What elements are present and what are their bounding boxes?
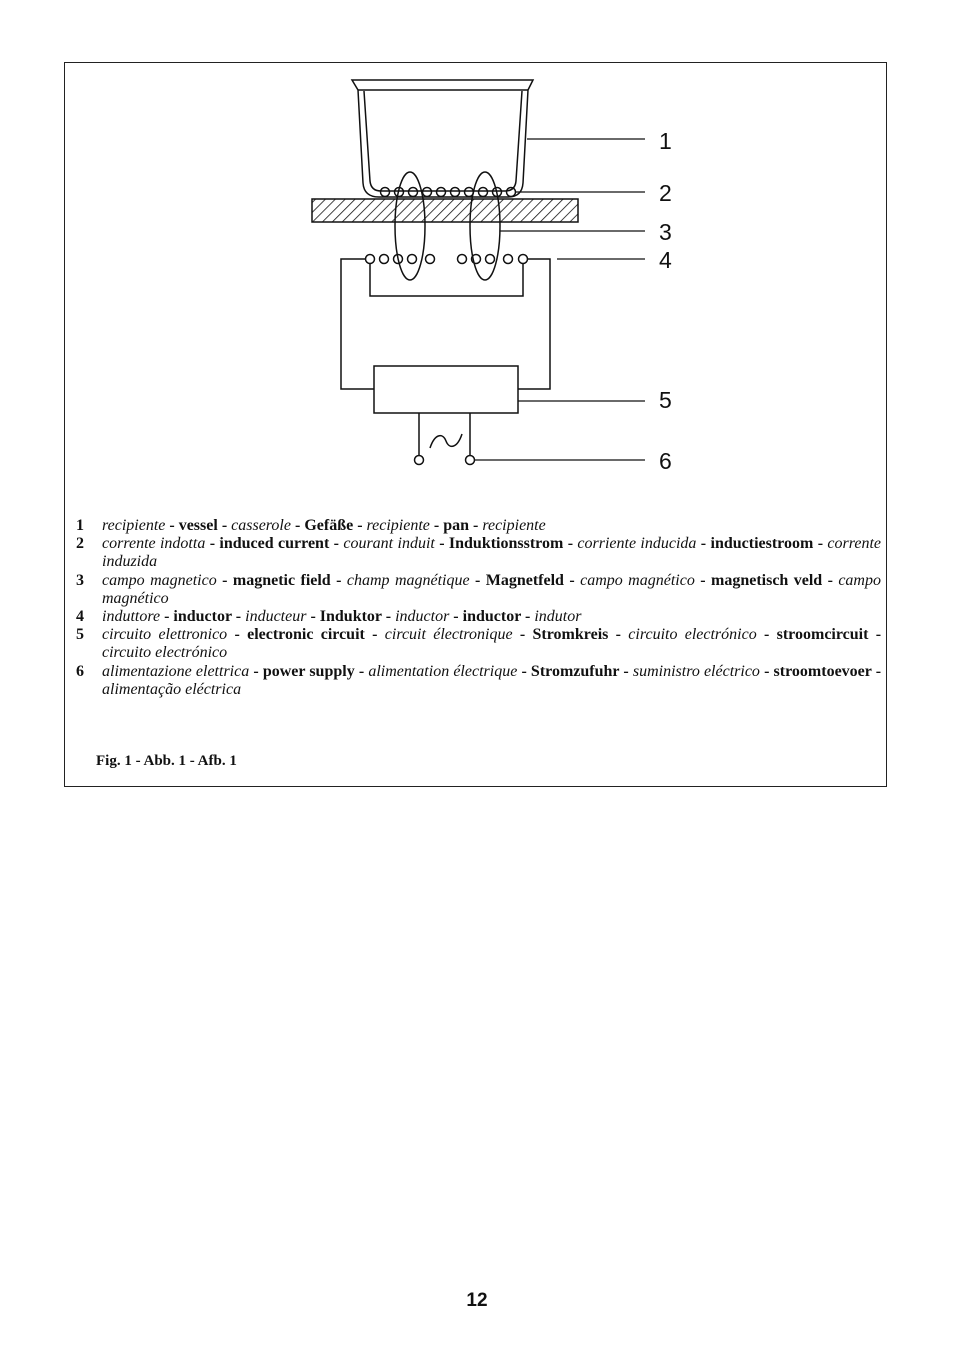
legend-term: vessel: [178, 517, 218, 534]
legend-entry-3: [76, 572, 881, 608]
legend-term: -: [353, 517, 367, 534]
legend-term: inductiestroom: [710, 535, 814, 553]
legend-term-italic: champ magnétique: [346, 571, 470, 589]
legend-term-italic: courant induit: [343, 535, 435, 553]
callout-5: 5: [659, 387, 672, 413]
legend-term-italic: circuito elettronico: [102, 626, 228, 644]
legend-number: 3: [76, 571, 84, 589]
legend-term: magnetisch veld: [710, 571, 823, 589]
legend-term-italic: circuito electrónico: [628, 626, 757, 644]
legend-term: -: [608, 626, 629, 644]
legend-term: -: [165, 517, 179, 534]
legend-term: -: [694, 571, 711, 589]
legend-entry-2: [76, 535, 881, 571]
legend-term: -: [871, 662, 882, 680]
legend-term: -: [364, 626, 385, 644]
legend-term-italic: alimentação eléctrica: [102, 680, 242, 698]
legend-term: stroomtoevoer: [773, 662, 872, 680]
callout-2: 2: [659, 180, 672, 206]
legend-term: -: [231, 608, 246, 626]
legend-term: -: [512, 626, 533, 644]
legend-term-italic: recipiente: [482, 517, 546, 534]
hob-plate-drawing: [312, 199, 578, 222]
legend-term-italic: campo magnético: [580, 571, 695, 589]
legend-term: magnetic field: [232, 571, 331, 589]
legend-term: -: [290, 517, 305, 534]
legend-term-italic: corriente inducida: [577, 535, 697, 553]
callout-1: 1: [659, 128, 672, 154]
legend-term: -: [354, 662, 369, 680]
figure-caption: Fig. 1 - Abb. 1 - Afb. 1: [96, 753, 237, 769]
legend-term: inductor: [462, 608, 522, 626]
legend-term: -: [822, 571, 839, 589]
legend-term: -: [469, 571, 486, 589]
legend-term: -: [868, 626, 882, 644]
page-number: 12: [466, 1290, 488, 1311]
figure-frame: [64, 62, 887, 787]
legend-term: -: [434, 535, 449, 553]
legend-term: -: [306, 608, 320, 626]
legend-term: -: [759, 662, 774, 680]
legend-term: -: [563, 535, 578, 553]
legend-term: -: [619, 662, 633, 680]
legend-number: 6: [76, 662, 84, 680]
legend-list: [76, 517, 881, 699]
legend-number: 5: [76, 626, 84, 644]
legend-term-italic: alimentation électrique: [368, 662, 518, 680]
legend-term: -: [517, 662, 531, 680]
legend-term-italic: circuito electrónico: [102, 644, 228, 662]
legend-term: electronic circuit: [247, 626, 365, 644]
legend-term-italic: circuit électronique: [384, 626, 513, 644]
legend-term-italic: campo magnetico: [102, 571, 217, 589]
legend-term: inductor: [173, 608, 232, 626]
legend-term-italic: corrente induzida: [102, 535, 881, 571]
legend-term: Gefäße: [304, 517, 354, 534]
callout-6: 6: [659, 448, 672, 474]
legend-term-italic: campo magnético: [102, 571, 881, 607]
power-supply-drawing: [415, 413, 475, 465]
legend-term: Induktor: [319, 608, 382, 626]
legend-term: pan: [443, 517, 470, 534]
legend-term-italic: inductor: [395, 608, 450, 626]
legend-term-italic: indutor: [534, 608, 582, 626]
legend-entry-6: [76, 663, 881, 699]
legend-term: Stromzufuhr: [530, 662, 620, 680]
legend-term-italic: corrente indotta: [102, 535, 206, 553]
legend-term: -: [330, 571, 347, 589]
legend-term: Magnetfeld: [485, 571, 564, 589]
legend-term: Induktionsstrom: [448, 535, 564, 553]
legend-term-italic: recipiente: [366, 517, 430, 534]
legend-term-italic: inducteur: [245, 608, 307, 626]
callout-4: 4: [659, 247, 672, 273]
legend-entry-5: [76, 626, 881, 662]
legend-number: 4: [76, 608, 84, 626]
legend-term: -: [521, 608, 535, 626]
leader-lines: [475, 139, 645, 460]
legend-term: Stromkreis: [532, 626, 609, 644]
legend-number: 1: [76, 517, 84, 534]
legend-term: -: [813, 535, 828, 553]
legend-term: power supply: [262, 662, 355, 680]
legend-term: -: [756, 626, 777, 644]
legend-term: -: [329, 535, 344, 553]
legend-term-italic: induttore: [102, 608, 161, 626]
legend-term: -: [381, 608, 396, 626]
legend-number: 2: [76, 535, 84, 553]
legend-term: -: [696, 535, 711, 553]
legend-term: -: [205, 535, 220, 553]
ac-symbol: ~: [65, 63, 66, 64]
legend-term: -: [469, 517, 483, 534]
legend-term: -: [160, 608, 174, 626]
legend-term: -: [216, 571, 233, 589]
legend-term-italic: recipiente: [102, 517, 166, 534]
legend-entry-4: [76, 608, 881, 626]
legend-term-italic: alimentazione elettrica: [102, 662, 250, 680]
legend-term: -: [249, 662, 263, 680]
legend-term: induced current: [219, 535, 330, 553]
induction-diagram: [65, 63, 888, 503]
legend-term-italic: suministro eléctrico: [632, 662, 760, 680]
legend-term: -: [227, 626, 248, 644]
legend-term: stroomcircuit: [776, 626, 869, 644]
legend-term-italic: casserole: [231, 517, 291, 534]
legend-term: -: [217, 517, 232, 534]
legend-term: -: [449, 608, 463, 626]
callout-3: 3: [659, 219, 672, 245]
vessel-drawing: [352, 80, 533, 197]
legend-term: -: [429, 517, 444, 534]
legend-term: -: [563, 571, 581, 589]
electronic-circuit-drawing: [374, 366, 518, 413]
legend-entry-1: [76, 517, 881, 535]
